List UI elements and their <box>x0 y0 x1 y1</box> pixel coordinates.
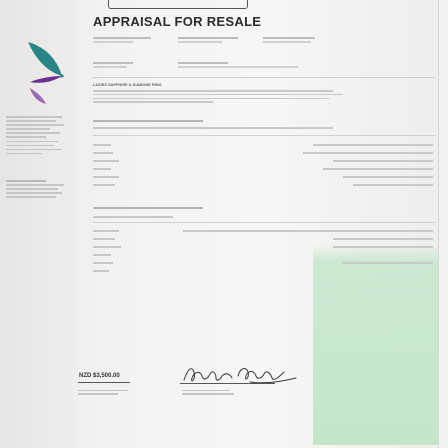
info-block-3 <box>263 36 333 43</box>
footer-block-right <box>182 390 246 395</box>
page-title: APPRAISAL FOR RESALE <box>93 14 262 29</box>
handwritten-signature <box>180 362 300 390</box>
info-block-4 <box>93 62 133 68</box>
signature-underline <box>180 383 275 384</box>
stone-block-1 <box>93 127 433 136</box>
info-block-5 <box>178 62 298 68</box>
info-block-2 <box>178 36 248 43</box>
section-heading-ring: LADIES SAPPHIRE & DIAMOND RING <box>93 83 162 87</box>
stone-table-2 <box>93 228 438 328</box>
appraised-value: NZD $3,500.00 <box>79 373 120 379</box>
stone-block-2 <box>93 216 433 223</box>
footer-block-left <box>78 390 142 395</box>
stone-heading-1 <box>93 120 213 122</box>
info-block-1 <box>93 36 171 43</box>
sidebar-block-1 <box>6 116 70 154</box>
butterfly-logo-icon <box>22 38 68 108</box>
right-edge-bar <box>438 0 448 448</box>
stone-table-1 <box>93 142 438 206</box>
stone-heading-2 <box>93 207 213 209</box>
sidebar-block-2 <box>6 180 70 198</box>
ring-description-block <box>93 90 353 103</box>
folder-tab-outline <box>108 0 248 9</box>
divider <box>93 77 435 78</box>
value-underline <box>78 382 130 383</box>
